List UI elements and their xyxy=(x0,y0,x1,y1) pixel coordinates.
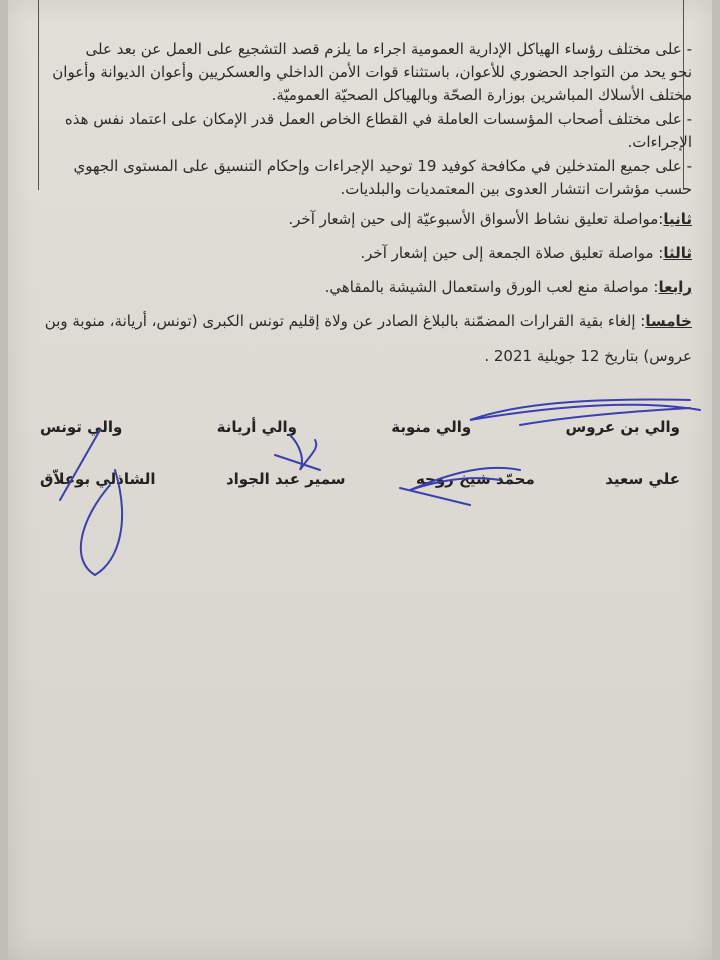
signature-title: والي أريانة xyxy=(216,418,297,436)
text-line: نحو يحد من التواجد الحضوري للأعوان، باستثناء قوات الأمن الداخلي والعسكريين وأعوان الديوانة وأعوان xyxy=(52,63,692,81)
item-label: ثالثا xyxy=(663,244,692,262)
margin-rule-left xyxy=(38,0,39,190)
paragraph-private-sector xyxy=(60,108,692,154)
text-line: - على مختلف أصحاب المؤسسات العاملة في القطاع الخاص العمل قدر الإمكان على اعتماد نفس هذه xyxy=(64,110,692,128)
text-line: الإجراءات. xyxy=(627,133,692,151)
item-second xyxy=(60,208,692,231)
item-text: :مواصلة تعليق نشاط الأسواق الأسبوعيّة إلى حين إشعار آخر. xyxy=(288,210,664,228)
item-fourth xyxy=(60,276,692,299)
text-line: - على جميع المتدخلين في مكافحة كوفيد 19 توحيد الإجراءات وإحكام التنسيق على المستوى الجهوي xyxy=(73,157,692,175)
text-line: حسب مؤشرات انتشار العدوى بين المعتمديات والبلديات. xyxy=(340,180,692,198)
signature-name: علي سعيد xyxy=(605,470,680,488)
signature-titles xyxy=(40,418,680,436)
signature-name: سمير عبد الجواد xyxy=(225,470,346,488)
item-third xyxy=(60,242,692,265)
item-label: ثانيا xyxy=(663,210,692,228)
item-label: خامسا xyxy=(645,312,692,330)
item-label: رابعا xyxy=(658,278,692,296)
paragraph-remote-work xyxy=(52,38,692,107)
signature-name: الشاذلي بوعلاّق xyxy=(40,470,156,488)
text-line: مختلف الأسلاك المباشرين بوزارة الصحّة وبالهياكل الصحيّة العموميّة. xyxy=(271,86,692,104)
signature-name: محمّد شيخ روحه xyxy=(415,470,535,488)
paragraph-covid-coordination xyxy=(60,155,692,201)
signature-title: والي تونس xyxy=(40,418,123,436)
signature-title: والي بن عروس xyxy=(565,418,680,436)
text-line: عروس) بتاريخ 12 جويلية 2021 . xyxy=(484,347,692,365)
item-fifth xyxy=(44,310,692,368)
item-text: : إلغاء بقية القرارات المضمّنة بالبلاغ الصادر عن ولاة إقليم تونس الكبرى (تونس، أريانة، منوبة وبن xyxy=(44,312,646,330)
signature-names xyxy=(40,470,680,488)
item-text: : مواصلة تعليق صلاة الجمعة إلى حين إشعار آخر. xyxy=(360,244,664,262)
item-text: : مواصلة منع لعب الورق واستعمال الشيشة بالمقاهي. xyxy=(324,278,659,296)
text-line: - على مختلف رؤساء الهياكل الإدارية العمومية اجراء ما يلزم قصد التشجيع على العمل عن بعد على xyxy=(85,40,692,58)
signature-title: والي منوبة xyxy=(391,418,472,436)
